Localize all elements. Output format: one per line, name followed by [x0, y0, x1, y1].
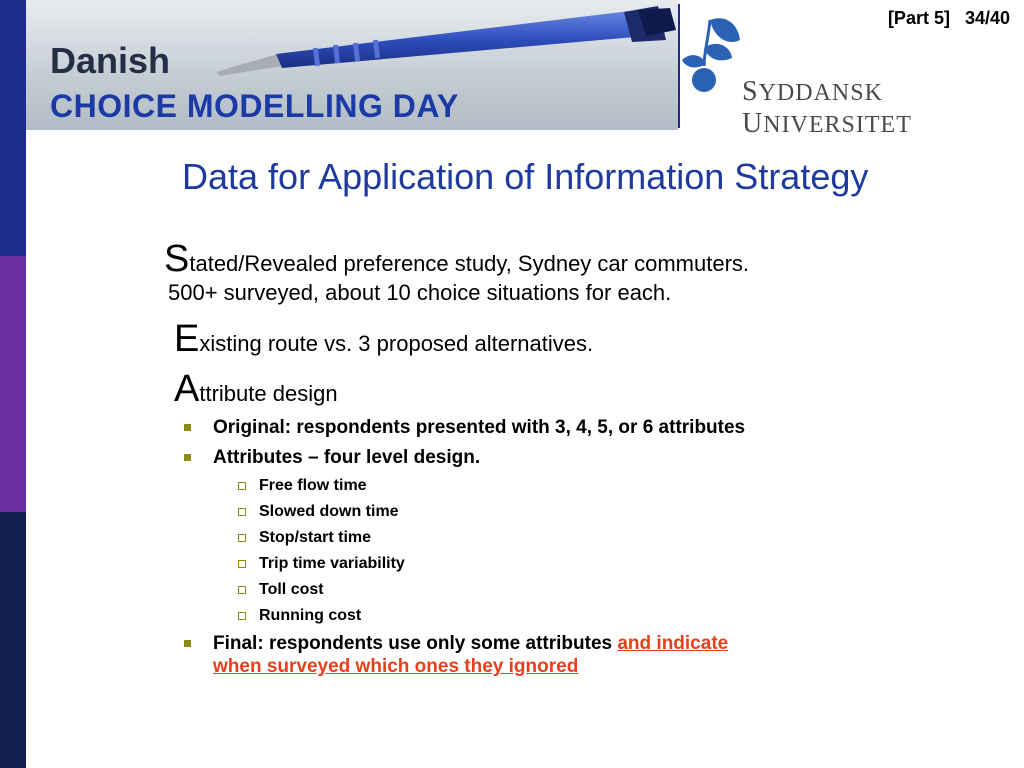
left-accent-bar-bottom [0, 512, 26, 768]
highlighted-text: and indicate [617, 633, 729, 654]
slide-title: Data for Application of Information Strategy [182, 156, 869, 197]
paragraph-existing-route: Existing route vs. 3 proposed alternatives. [174, 318, 594, 360]
banner-line-2: CHOICE MODELLING DAY [50, 88, 459, 124]
sub-bullet-item: Toll cost [238, 580, 864, 600]
slide-page-indicator: [Part 5] 34/40 [887, 8, 1010, 28]
leaf-apple-icon [680, 0, 742, 130]
university-name: SYDDANSK UNIVERSITET [742, 76, 912, 139]
bullet-item: Original: respondents presented with 3, 4, 5, or 6 attributes [184, 416, 864, 439]
sub-bullet-item: Trip time variability [238, 554, 864, 574]
highlighted-text: when surveyed which ones they ignored [213, 656, 579, 677]
hollow-square-bullet-icon [238, 612, 246, 620]
paragraph-attribute-design: Attribute design [174, 368, 338, 410]
square-bullet-icon [184, 454, 191, 461]
conference-banner [26, 0, 678, 130]
square-bullet-icon [184, 424, 191, 431]
left-accent-bar-middle [0, 256, 26, 512]
sub-bullet-item: Free flow time [238, 476, 864, 496]
sub-bullet-item: Stop/start time [238, 528, 864, 548]
hollow-square-bullet-icon [238, 586, 246, 594]
hollow-square-bullet-icon [238, 534, 246, 542]
square-bullet-icon [184, 640, 191, 647]
banner-line-1: Danish [50, 40, 171, 81]
bullet-item: Attributes – four level design. [184, 446, 864, 469]
paragraph-stated-revealed: Stated/Revealed preference study, Sydney car commuters. [164, 238, 750, 280]
left-accent-bar-top [0, 0, 26, 256]
bullet-item: Final: respondents use only some attributes and indicate when surveyed which ones they ignored [184, 632, 864, 678]
bullet-list [184, 416, 864, 685]
paragraph-surveyed: 500+ surveyed, about 10 choice situations for each. [168, 280, 672, 305]
sub-bullet-item: Running cost [238, 606, 864, 626]
hollow-square-bullet-icon [238, 482, 246, 490]
sub-bullet-item: Slowed down time [238, 502, 864, 522]
hollow-square-bullet-icon [238, 560, 246, 568]
hollow-square-bullet-icon [238, 508, 246, 516]
